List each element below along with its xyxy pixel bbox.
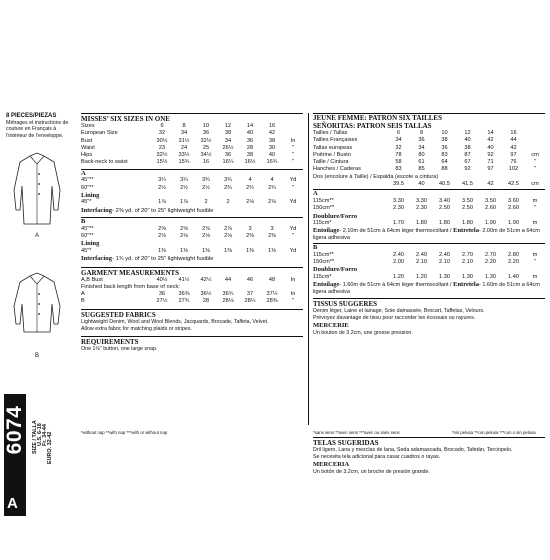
table-row: Doublure/Forro <box>313 266 358 274</box>
fabrics-text-2: Allow extra fabric for matching plaids or stripes. <box>81 325 192 332</box>
telas-text-2: Se necesita tela adicional para casar cuadros o rayas. <box>313 454 441 460</box>
side-us-range: U.S. 6-18 <box>37 423 43 446</box>
table-row: Hips 32½ 33½ 34½ 36 38 40 " <box>81 152 294 159</box>
table-row: A,B Bust 40½ 41½ 42½ 44 46 48 In <box>81 276 296 283</box>
fr-view-a-yardage <box>313 198 545 227</box>
table-row: Taille / Cintura 58 61 64 67 71 76 " <box>313 159 536 166</box>
table-row: Tailles / Tallas 6 8 10 12 14 16 <box>313 130 517 136</box>
table-row: 115cm* 1.70 1.80 1.80 1.80 1.90 1.90 m <box>313 219 538 226</box>
mercerie-text: Un bouton de 3.2cm, une grosse pression. <box>313 329 413 336</box>
pattern-number-block <box>4 394 26 516</box>
side-size-label: SIZE / TALLA <box>32 420 38 454</box>
view-a-label: A <box>81 169 86 177</box>
table-row: 45"** 2⅝ 2⅝ 2⅞ 2⅞ 3 3 Yd <box>81 225 297 232</box>
fr-view-a-label: A <box>313 190 318 198</box>
telas-heading: TELAS SUGERIDAS <box>313 437 545 447</box>
fabrics-text-1: Lightweight Denim, Wool and Wool Blends, Jacquards, Brocade, Taffeta, Velvet. <box>81 318 269 325</box>
table-row: 115cm** 2.40 2.40 2.40 2.70 2.70 2.80 m <box>313 251 538 258</box>
requirements-heading: REQUIREMENTS <box>81 336 303 346</box>
merceria-heading: MERCERIA <box>313 461 350 468</box>
side-fr-range: Fr. 34-44 <box>42 424 48 446</box>
mercerie-heading: MERCERIE <box>313 321 349 329</box>
table-row: European Size 32 34 36 38 40 42 <box>81 130 276 137</box>
garment-measurements-heading: GARMENT MEASUREMENTS <box>81 267 303 277</box>
table-row: B 27½ 27¾ 28 28⅛ 28¼ 28⅜ " <box>81 298 294 305</box>
fr-view-b-interfacing: Entoilage- 1.60m de 51cm à 64cm léger thermocollant / Entretela- 1.60m de 51cm a 64cm ligera adhesiva <box>313 280 540 295</box>
side-euro-range: EURO. 32-42 <box>47 431 53 464</box>
requirements-text: One 1⅛" button, one large snap. <box>81 345 158 352</box>
suggested-fabrics-heading: SUGGESTED FABRICS <box>81 309 303 319</box>
view-letter: A <box>7 495 18 512</box>
table-row: Hanches / Caderas 83 85 88 92 97 102 " <box>313 166 536 173</box>
table-row: Lining <box>81 240 100 248</box>
french-instructions-note: Métrages et instructions de couture en Français à l’intérieur de l’enveloppe. <box>6 120 69 139</box>
senoritas-heading: SEÑORITAS: PATRON SEIS TALLAS <box>313 121 432 130</box>
english-column <box>81 113 303 353</box>
table-row: 150cm** 2.00 2.10 2.10 2.10 2.20 2.20 " <box>313 259 536 266</box>
footnote-en: *without nap **with nap ***with or without nap <box>81 430 168 435</box>
table-row: 60"** 2½ 2½ 2½ 2¾ 2¾ 2¾ " <box>81 184 294 191</box>
table-row: Back-neck to waist 15½ 15¾ 16 16¼ 16½ 16¾ " <box>81 159 294 166</box>
merceria-text: Un botón de 3.2cm, un broche de presión grande. <box>313 468 430 475</box>
footnote-es: *sin pelusa **con pelusa ***con o sin pelusa <box>452 430 536 435</box>
jeune-femme-heading: JEUNE FEMME: PATRON SIX TAILLES <box>313 113 545 123</box>
column-divider <box>308 113 309 425</box>
fr-view-a-interfacing: Entoilage- 2.10m de 51cm à 64cm léger thermocollant / Entretela- 2.00m de 51cm a 64cm ligera adhesiva <box>313 227 540 242</box>
table-row: Finished back length from base of neck: <box>81 283 180 290</box>
table-row: Poitrine / Busto 78 80 83 87 92 97 cm <box>313 151 539 158</box>
view-a-interfacing: Interfacing- 2⅜ yd. of 20" to 25" lightweight fusible <box>81 206 214 214</box>
view-b-interfacing: Interfacing- 1¾ yd. of 20" to 25" lightweight fusible <box>81 254 214 262</box>
table-row: 115cm** 3.30 3.30 3.40 3.50 3.50 3.60 m <box>313 197 538 204</box>
size-table <box>81 123 303 167</box>
misses-heading: MISSES’ SIX SIZES IN ONE <box>81 113 303 123</box>
table-row: 45"* 1⅞ 1⅞ 2 2 2⅛ 2⅛ Yd <box>81 199 297 206</box>
jacket-b-sketch <box>8 270 66 348</box>
table-row: 39.5 40 40.5 41.5 42 42.5 cm <box>393 181 539 188</box>
tissus-text-1: Denim léger, Laine et lainage, Soie damassée, Brocart, Taffetas, Velours. <box>313 307 485 314</box>
view-a-yardage <box>81 177 303 206</box>
table-row: Waist 23 24 25 26½ 28 30 " <box>81 144 294 151</box>
garment-measurements-table <box>81 277 303 306</box>
pattern-number: 6074 <box>3 405 26 455</box>
table-row: Lining <box>81 191 100 199</box>
table-row: 45"* 1⅜ 1⅜ 1⅜ 1⅜ 1⅜ 1⅜ Yd <box>81 247 297 254</box>
table-row: 60"** 2⅛ 2⅛ 2⅛ 2⅛ 2⅜ 2⅜ " <box>81 233 294 240</box>
table-row: 115cm* 1.20 1.20 1.30 1.30 1.30 1.40 m <box>313 273 538 280</box>
fr-view-b-yardage <box>313 252 545 281</box>
fr-view-b-label: B <box>313 244 318 252</box>
view-b-yardage <box>81 226 303 255</box>
table-row: 45"** 3¼ 3¼ 3¾ 3¾ 4 4 Yd <box>81 177 297 184</box>
figure-a-label: A <box>34 233 39 239</box>
table-row: A 36 36⅜ 36½ 36¾ 37 37¼ In <box>81 291 296 298</box>
table-row: Dos (encolure à Taille) / Espalda (escote a cintura) <box>313 173 439 180</box>
french-spanish-column <box>313 113 545 337</box>
footnote-fr: *sans sens **avec sens ***avec ou sans sens <box>313 430 400 435</box>
fr-size-table <box>313 130 545 188</box>
table-row: Tailles Françaises 34 36 38 40 42 44 <box>313 137 517 144</box>
tissus-text-2: Prévoyez davantage de tissu pour raccorder les écossais ou rayures. <box>313 314 476 321</box>
figure-b-label: B <box>34 353 39 359</box>
jacket-a-sketch <box>8 150 66 228</box>
jacket-figure-a <box>8 150 66 239</box>
view-b-label: B <box>81 218 86 226</box>
spanish-fabrics <box>313 437 545 476</box>
table-row: Sizes 6 8 10 12 14 16 <box>81 123 276 129</box>
jacket-figure-b <box>8 270 66 359</box>
tissus-heading: TISSUS SUGGERES <box>313 298 545 308</box>
table-row: Doublure/Forro <box>313 212 358 220</box>
telas-text-1: Dril ligero, Lana y mezclas de lana, Seda adamascada, Brocado, Tafetán, Terciopelo. <box>313 447 513 453</box>
size-range-side <box>32 394 53 516</box>
table-row: 150cm** 2.30 2.30 2.50 2.50 2.60 2.60 " <box>313 205 536 212</box>
pieces-info <box>6 113 76 139</box>
pieces-title: 8 PIECES/PIEZAS <box>6 113 57 119</box>
table-row: Tallas europeas 32 34 36 38 40 42 <box>313 144 517 151</box>
table-row: Bust 30½ 31½ 32½ 34 36 38 In <box>81 137 296 144</box>
